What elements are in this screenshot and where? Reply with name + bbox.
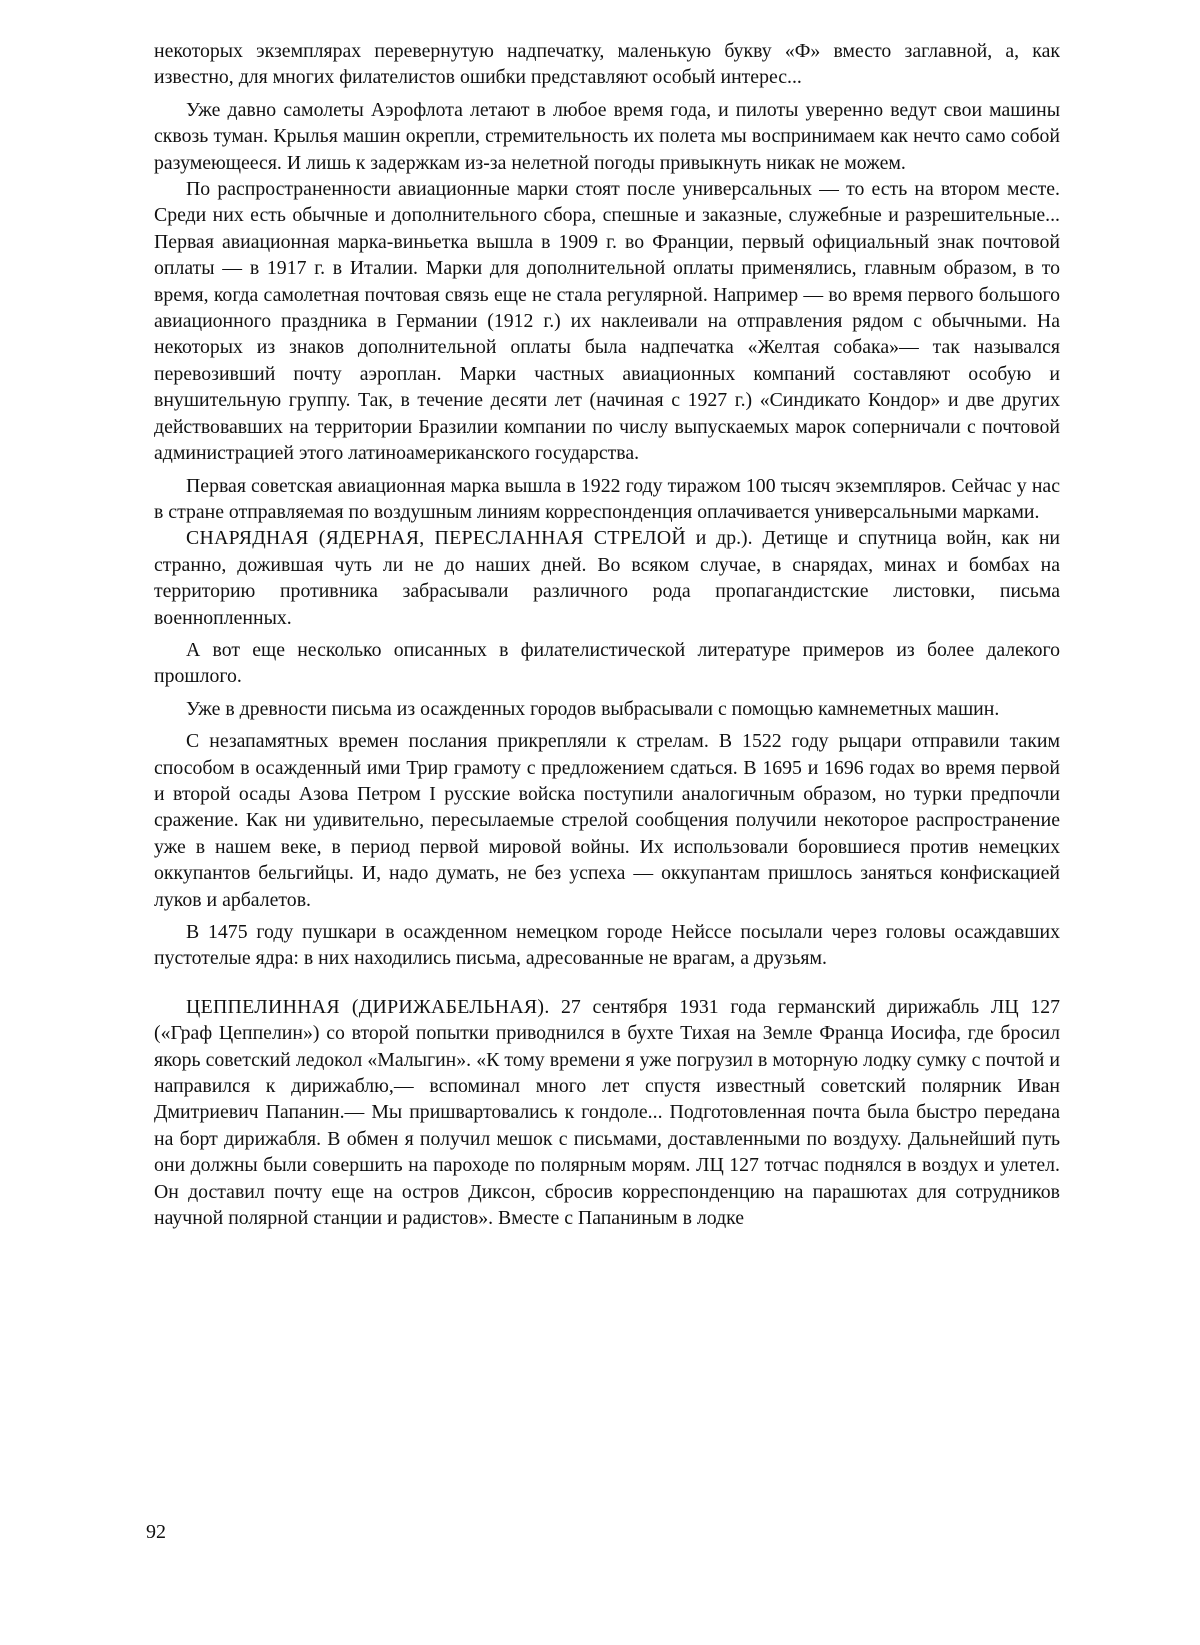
paragraph-text: По распространенности авиационные марки стоят после универсальных — то есть на втором месте. Среди них есть обычные и дополнительного сбора, спешные и заказные, служебные и разрешительные... Первая авиационная марка-виньетка вышла в 1909 г. во Франции, первый официальный знак почтовой оплаты — в 1917 г. в Италии. Марки для дополнительной оплаты применялись, главным образом, в то время, когда самолетная почтовая связь еще не стала регулярной. Например — во время первого большого авиационного праздника в Германии (1912 г.) их наклеивали на отправления рядом с обычными. На некоторых из знаков дополнительной оплаты была надпечатка «Желтая собака»— так назывался перевозивший почту аэроплан. Марки частных авиационных компаний составляют особую и внушительную группу. Так, в течение десяти лет (начиная с 1927 г.) «Синдикато Кондор» и две других действовавших на территории Бразилии компании по числу выпускаемых марок соперничали с почтовой администрацией этого латиноамериканского государства. xyxy=(154,178,1060,465)
paragraph-text: Уже давно самолеты Аэрофлота летают в любое время года, и пилоты уверенно ведут свои машины сквозь туман. Крылья машин окрепли, стремительность их полета мы воспринимаем как нечто само собой разумеющееся. И лишь к задержкам из-за нелетной погоды привыкнуть никак не можем. xyxy=(154,98,1060,174)
text-body xyxy=(154,38,1060,1231)
paragraph-6 xyxy=(154,637,1060,690)
paragraph-10-section-heading xyxy=(154,994,1060,1232)
paragraph-7 xyxy=(154,696,1060,722)
paragraph-5-section-heading xyxy=(154,525,1060,631)
paragraph-8 xyxy=(154,728,1060,913)
paragraph-4 xyxy=(154,473,1060,526)
paragraph-2 xyxy=(154,97,1060,176)
paragraph-9 xyxy=(154,919,1060,972)
paragraph-text: . 27 сентября 1931 года германский дирижабль ЛЦ 127 («Граф Цеппелин») со второй попытки приводнился в бухте Тихая на Земле Франца Иосифа, где бросил якорь советский ледокол «Малыгин». «К тому времени я уже погрузил в моторную лодку сумку с почтой и направился к дирижаблю,— вспоминал много лет спустя известный советский полярник Иван Дмитриевич Папанин.— Мы пришвартовались к гондоле... Подготовленная почта была быстро передана на борт дирижабля. В обмен я получил мешок с письмами, доставленными по воздуху. Дальнейший путь они должны были совершить на пароходе по полярным морям. ЛЦ 127 тотчас поднялся в воздух и улетел. Он доставил почту еще на остров Диксон, сбросив корреспонденцию на парашютах для сотрудников научной полярной станции и радистов». Вместе с Папаниным в лодке xyxy=(154,995,1060,1230)
section-heading: ЦЕППЕЛИННАЯ (ДИРИЖАБЕЛЬНАЯ) xyxy=(186,995,545,1018)
page-number: 92 xyxy=(146,1521,166,1543)
paragraph-text: Уже в древности письма из осажденных городов выбрасывали с помощью камнеметных машин. xyxy=(186,697,1000,720)
section-heading: СНАРЯДНАЯ (ЯДЕРНАЯ, ПЕРЕСЛАННАЯ СТРЕЛОЙ xyxy=(186,527,687,550)
paragraph-text: В 1475 году пушкари в осажденном немецком городе Нейссе посылали через головы осаждавших пустотелые ядра: в них находились письма, адресованные не врагам, а друзьям. xyxy=(154,921,1060,970)
paragraph-text: Первая советская авиационная марка вышла в 1922 году тиражом 100 тысяч экземпляров. Сейчас у нас в стране отправляемая по воздушным линиям корреспонденция оплачивается универсальными марками. xyxy=(154,474,1060,523)
paragraph-text: некоторых экземплярах перевернутую надпечатку, маленькую букву «Ф» вместо заглавной, а, как известно, для многих филателистов ошибки представляют особый интерес... xyxy=(154,40,1060,89)
paragraph-3 xyxy=(154,176,1060,466)
paragraph-text: и др.). Детище и спутница войн, как ни странно, дожившая чуть ли не до наших дней. Во всяком случае, в снарядах, минах и бомбах на территорию противника забрасывали различного рода пропагандистские листовки, письма военнопленных. xyxy=(154,527,1061,629)
paragraph-text: А вот еще несколько описанных в филателистической литературе примеров из более далекого прошлого. xyxy=(154,638,1060,688)
paragraph-text: С незапамятных времен послания прикрепляли к стрелам. В 1522 году рыцари отправили таким способом в осажденный ими Трир грамоту с предложением сдаться. В 1695 и 1696 годах во время первой и второй осады Азова Петром I русские войска поступили аналогичным образом, но турки предпочли сражение. Как ни удивительно, пересылаемые стрелой сообщения получили некоторое распространение уже в нашем веке, в период первой мировой войны. Их использовали боровшиеся против немецких оккупантов бельгийцы. И, надо думать, не без успеха — оккупантам пришлось заняться конфискацией луков и арбалетов. xyxy=(154,730,1060,911)
paragraph-1 xyxy=(154,38,1060,91)
